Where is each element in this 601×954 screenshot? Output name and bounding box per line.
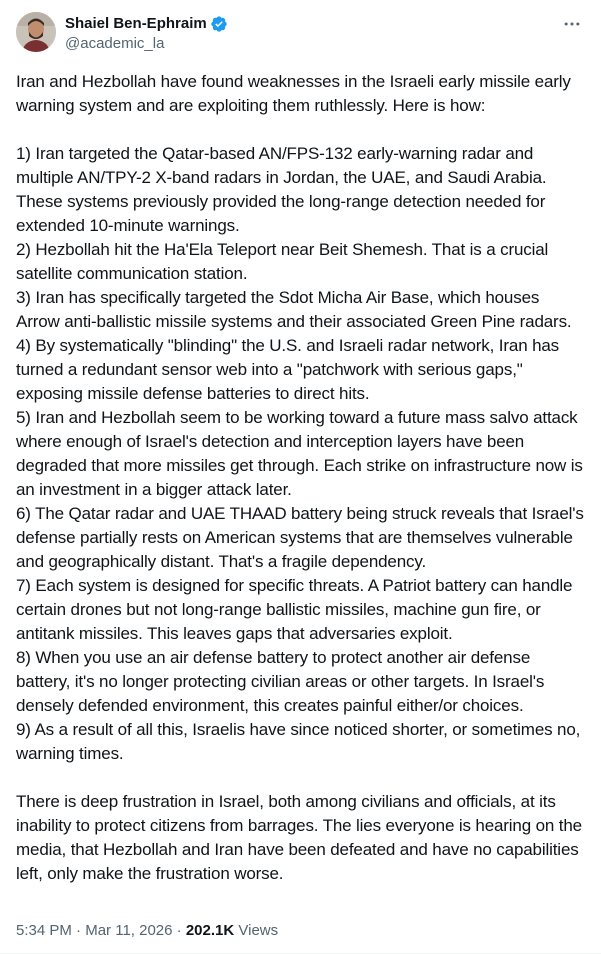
avatar-image	[16, 12, 56, 52]
meta-separator: ·	[71, 922, 86, 939]
more-horizontal-icon	[562, 14, 582, 34]
verified-badge-icon[interactable]	[210, 15, 228, 33]
name-row	[65, 14, 228, 34]
avatar[interactable]	[16, 12, 56, 52]
views-count[interactable]: 202.1K	[185, 922, 235, 939]
views-label: Views	[234, 922, 279, 939]
tweet-header	[16, 12, 585, 56]
tweet-text: Iran and Hezbollah have found weaknesses in the Israeli early missile early warning system and are exploiting them ruthlessly. Here is how: 1) Iran targeted the Qatar-based AN/FPS-132 early-warning radar and multiple AN/TPY-2 X-band radars in Jordan, the UAE, and Saudi Arabia. These systems previously provided the long-range detection needed for extended 10-minute warnings. 2) Hezbollah hit the Ha'Ela Teleport near Beit Shemesh. That is a crucial satellite communication station. 3) Iran has specifically targeted the Sdot Micha Air Base, which houses Arrow anti-ballistic missile systems and their associated Green Pine radars. 4) By systematically "blinding" the U.S. and Israeli radar network, Iran has turned a redundant sensor web into a "patchwork with serious gaps," exposing missile defense batteries to direct hits. 5) Iran and Hezbollah seem to be working toward a future mass salvo attack where enough of Israel's detection and interception layers have been degraded that more missiles get through. Each strike on infrastructure now is an investment in a bigger attack later. 6) The Qatar radar and UAE THAAD battery being struck reveals that Israel's defense partially rests on American systems that are themselves vulnerable and geographically distant. That's a fragile dependency. 7) Each system is designed for specific threats. A Patriot battery can handle certain drones but not long-range ballistic missiles, machine gun fire, or antitank missiles. This leaves gaps that adversaries exploit. 8) When you use an air defense battery to protect another air defense battery, it's no longer protecting civilian areas or other targets. In Israel's densely defended environment, this creates painful either/or choices. 9) As a result of all this, Israelis have since noticed shorter, or sometimes no, warning times. There is deep frustration in Israel, both among civilians and officials, at its inability to protect citizens from barrages. The lies everyone is hearing on the media, that Hezbollah and Iran have been defeated and have no capabilities left, only make the frustration worse.	[16, 72, 584, 883]
author-names	[65, 14, 228, 54]
post-date[interactable]: Mar 11, 2026	[85, 922, 173, 939]
author-handle[interactable]: @academic_la	[65, 35, 165, 52]
author-display-name[interactable]: Shaiel Ben-Ephraim	[65, 15, 207, 32]
post-time[interactable]: 5:34 PM	[16, 922, 72, 939]
tweet-meta	[16, 921, 278, 941]
meta-separator-2: ·	[172, 922, 186, 939]
more-options-button[interactable]	[561, 14, 583, 34]
